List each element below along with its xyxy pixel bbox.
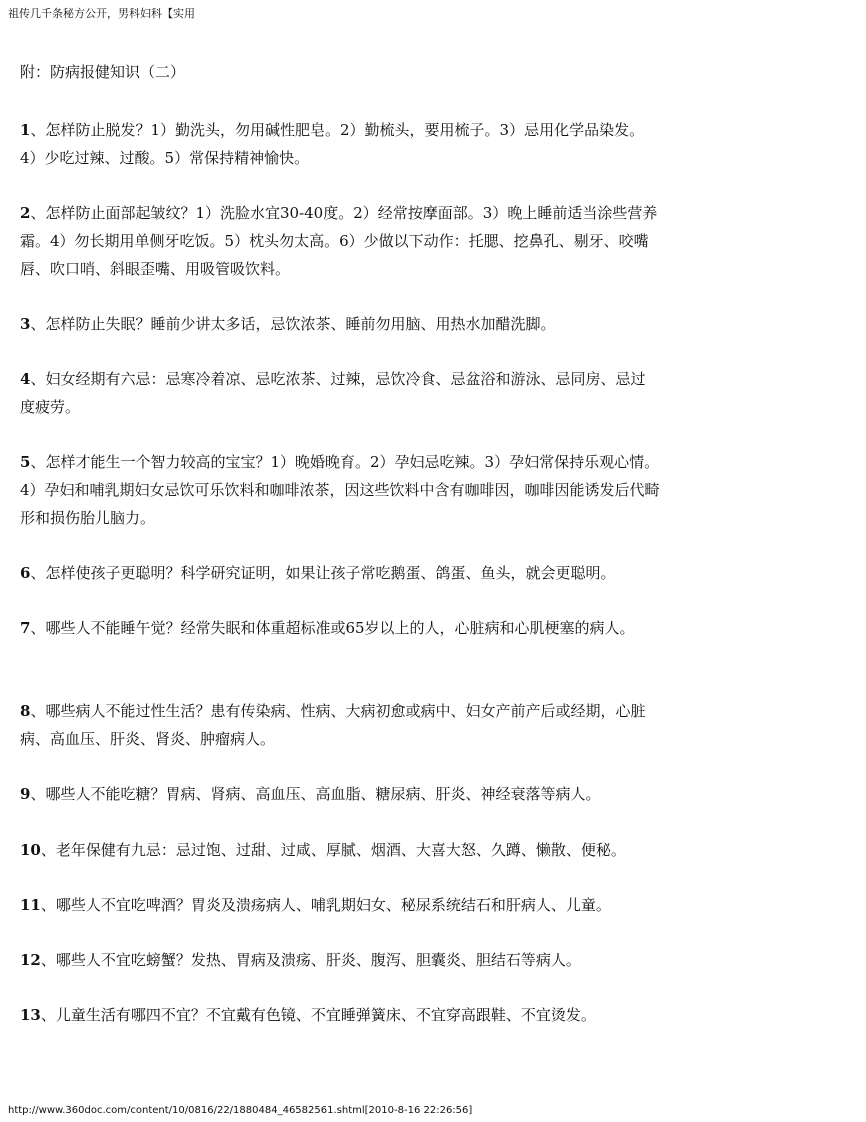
list-item	[20, 891, 660, 919]
item-number: 4	[20, 370, 31, 388]
item-text: 、怎样防止失眠？睡前少讲太多话，忌饮浓茶、睡前勿用脑、用热水加醋洗脚。	[30, 315, 556, 333]
item-number: 3	[20, 315, 31, 333]
list-item	[20, 836, 660, 864]
item-number: 6	[20, 564, 31, 582]
item-text: 、哪些人不能睡午觉？经常失眠和体重超标准或65岁以上的人，心脏病和心肌梗塞的病人。	[30, 619, 635, 637]
item-text: 、哪些人不宜吃啤酒？胃炎及溃疡病人、哺乳期妇女、秘尿系统结石和肝病人、儿童。	[40, 896, 611, 914]
item-number: 7	[20, 619, 31, 637]
list-item	[20, 559, 660, 587]
item-number: 13	[20, 1006, 41, 1024]
item-text: 、哪些病人不能过性生活？患有传染病、性病、大病初愈或病中、妇女产前产后或经期，心脏病、高血压、肝炎、肾炎、肿瘤病人。	[20, 702, 646, 748]
item-text: 、怎样才能生一个智力较高的宝宝？1）晚婚晚育。2）孕妇忌吃辣。3）孕妇常保持乐观心情。4）孕妇和哺乳期妇女忌饮可乐饮料和咖啡浓茶，因这些饮料中含有咖啡因，咖啡因能诱发后代畸形和损伤胎儿脑力。	[20, 453, 660, 527]
list-item	[20, 780, 660, 808]
section-title: 附：防病报健知识（二）	[20, 63, 186, 81]
item-text: 、怎样防止面部起皱纹？1）洗脸水宜30-40度。2）经常按摩面部。3）晚上睡前适当涂些营养霜。4）勿长期用单侧牙吃饭。5）枕头勿太高。6）少做以下动作：托腮、挖鼻孔、剔牙、咬嘴唇、吹口哨、斜眼歪嘴、用吸管吸饮料。	[20, 204, 658, 278]
list-item	[20, 365, 660, 421]
item-text: 、妇女经期有六忌：忌寒冷着凉、忌吃浓茶、过辣，忌饮冷食、忌盆浴和游泳、忌同房、忌过度疲劳。	[20, 370, 646, 416]
source-url-footer: http://www.360doc.com/content/10/0816/22/1880484_46582561.shtml[2010-8-16 22:26:56]	[8, 1105, 473, 1116]
list-item	[20, 614, 660, 642]
item-text: 、老年保健有九忌：忌过饱、过甜、过咸、厚腻、烟酒、大喜大怒、久蹲、懒散、便秘。	[40, 841, 626, 859]
item-number: 10	[20, 841, 41, 859]
item-number: 11	[20, 896, 41, 914]
list-item	[20, 946, 660, 974]
list-item	[20, 310, 660, 338]
item-number: 9	[20, 785, 31, 803]
item-text: 、哪些人不宜吃螃蟹？发热、胃病及溃疡、肝炎、腹泻、胆囊炎、胆结石等病人。	[40, 951, 581, 969]
item-text: 、儿童生活有哪四不宜？不宜戴有色镜、不宜睡弹簧床、不宜穿高跟鞋、不宜烫发。	[40, 1006, 596, 1024]
item-text: 、怎样防止脱发？1）勤洗头，勿用碱性肥皂。2）勤梳头，要用梳子。3）忌用化学品染发。4）少吃过辣、过酸。5）常保持精神愉快。	[20, 121, 645, 167]
list-item	[20, 1001, 660, 1029]
item-number: 5	[20, 453, 31, 471]
page-header-title: 祖传几千条秘方公开，男科妇科【实用	[8, 7, 195, 20]
item-number: 2	[20, 204, 31, 222]
item-number: 8	[20, 702, 31, 720]
item-number: 12	[20, 951, 41, 969]
item-number: 1	[20, 121, 31, 139]
list-item	[20, 116, 660, 172]
item-text: 、哪些人不能吃糖？胃病、肾病、高血压、高血脂、糖尿病、肝炎、神经衰落等病人。	[30, 785, 601, 803]
item-text: 、怎样使孩子更聪明？科学研究证明，如果让孩子常吃鹅蛋、鸽蛋、鱼头，就会更聪明。	[30, 564, 616, 582]
list-item	[20, 697, 660, 753]
list-item	[20, 199, 660, 283]
list-item	[20, 448, 660, 532]
